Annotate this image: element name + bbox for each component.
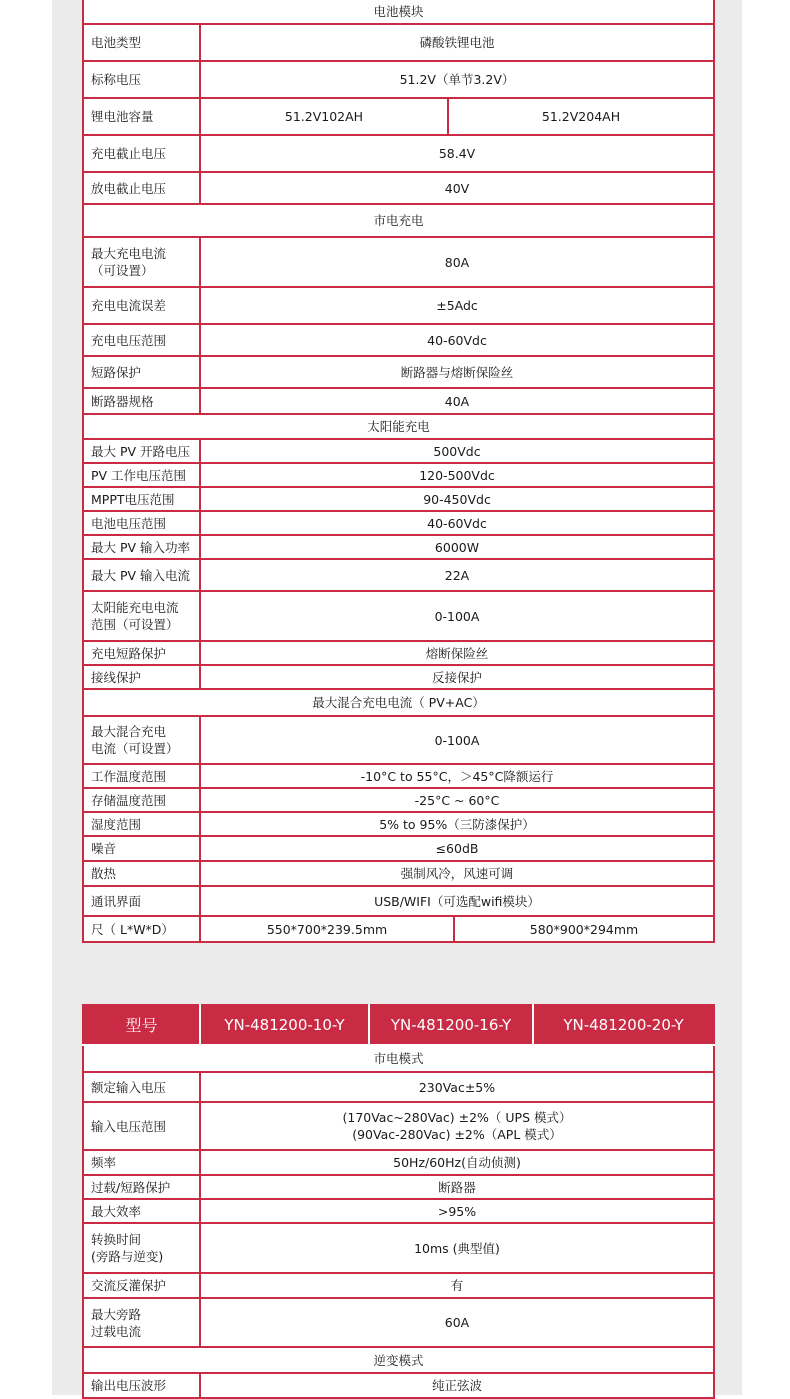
row-label-line: 最大充电电流 bbox=[91, 246, 167, 261]
row-value bbox=[200, 1102, 714, 1150]
row-label: 短路保护 bbox=[83, 356, 200, 388]
row-label-line: 最大混合充电 bbox=[91, 724, 167, 739]
row-label: 断路器规格 bbox=[83, 388, 200, 414]
row-label: 充电短路保护 bbox=[83, 641, 200, 665]
row-value: -10°C to 55°C，＞45°C降额运行 bbox=[200, 764, 714, 788]
row-label-line: 过载电流 bbox=[91, 1323, 142, 1339]
model-header-label: 型号 bbox=[83, 1005, 200, 1045]
row-label: 输入电压范围 bbox=[83, 1102, 200, 1150]
row-value: 反接保护 bbox=[200, 665, 714, 689]
row-value: 40V bbox=[200, 172, 714, 204]
row-value-line: (90Vac-280Vac) ±2%（APL 模式） bbox=[352, 1127, 562, 1142]
row-label: MPPT电压范围 bbox=[83, 487, 200, 511]
row-value: 强制风冷，风速可调 bbox=[200, 861, 714, 886]
row-value: 40A bbox=[200, 388, 714, 414]
row-label: 充电电流误差 bbox=[83, 287, 200, 324]
row-label: 放电截止电压 bbox=[83, 172, 200, 204]
row-value-a: 51.2V102AH bbox=[200, 98, 448, 135]
row-value: 10ms (典型值) bbox=[200, 1223, 714, 1273]
row-value: 500Vdc bbox=[200, 439, 714, 463]
row-value-a: 550*700*239.5mm bbox=[200, 916, 454, 942]
row-value-b: 580*900*294mm bbox=[454, 916, 714, 942]
row-value: -25°C ~ 60°C bbox=[200, 788, 714, 812]
row-value: 22A bbox=[200, 559, 714, 591]
row-value: 230Vac±5% bbox=[200, 1072, 714, 1102]
row-label bbox=[83, 1223, 200, 1273]
row-value: 断路器与熔断保险丝 bbox=[200, 356, 714, 388]
row-label: 交流反灌保护 bbox=[83, 1273, 200, 1298]
row-label: PV 工作电压范围 bbox=[83, 463, 200, 487]
row-label bbox=[83, 1298, 200, 1347]
row-label: 最大 PV 开路电压 bbox=[83, 439, 200, 463]
row-value: 40-60Vdc bbox=[200, 324, 714, 356]
row-value: 纯正弦波 bbox=[200, 1373, 714, 1398]
row-value: 120-500Vdc bbox=[200, 463, 714, 487]
section-title-inverter-mode: 逆变模式 bbox=[83, 1347, 714, 1373]
model-header-cell: YN-481200-20-Y bbox=[533, 1005, 714, 1045]
row-value-b: 51.2V204AH bbox=[448, 98, 714, 135]
row-value: USB/WIFI（可选配wifi模块） bbox=[200, 886, 714, 916]
row-value: 60A bbox=[200, 1298, 714, 1347]
row-label-line: 太阳能充电电流 bbox=[91, 600, 179, 615]
row-label: 尺（ L*W*D） bbox=[83, 916, 200, 942]
row-label: 标称电压 bbox=[83, 61, 200, 98]
row-label: 电池电压范围 bbox=[83, 511, 200, 535]
row-label-line: 最大旁路 bbox=[91, 1306, 142, 1322]
row-label-line: 转换时间 bbox=[91, 1232, 142, 1247]
row-label: 工作温度范围 bbox=[83, 764, 200, 788]
row-label: 湿度范围 bbox=[83, 812, 200, 836]
row-value: 熔断保险丝 bbox=[200, 641, 714, 665]
row-label: 接线保护 bbox=[83, 665, 200, 689]
row-label: 最大 PV 输入功率 bbox=[83, 535, 200, 559]
row-value: 51.2V（单节3.2V） bbox=[200, 61, 714, 98]
row-label-line: (旁路与逆变) bbox=[91, 1249, 164, 1264]
row-value: 90-450Vdc bbox=[200, 487, 714, 511]
row-value: 6000W bbox=[200, 535, 714, 559]
row-label: 通讯界面 bbox=[83, 886, 200, 916]
row-value: 58.4V bbox=[200, 135, 714, 172]
row-label bbox=[83, 591, 200, 641]
row-label: 额定输入电压 bbox=[83, 1072, 200, 1102]
section-title-mains-mode: 市电模式 bbox=[83, 1045, 714, 1072]
row-value-line: (170Vac~280Vac) ±2%（ UPS 模式） bbox=[342, 1110, 572, 1125]
row-label: 噪音 bbox=[83, 836, 200, 861]
spec-table-models bbox=[82, 1004, 715, 1399]
row-value: 0-100A bbox=[200, 716, 714, 764]
row-label: 充电电压范围 bbox=[83, 324, 200, 356]
spec-table-battery-charging bbox=[82, 0, 715, 943]
row-value: 5% to 95%（三防漆保护） bbox=[200, 812, 714, 836]
row-label: 输出电压波形 bbox=[83, 1373, 200, 1398]
row-label: 频率 bbox=[83, 1150, 200, 1175]
row-label: 锂电池容量 bbox=[83, 98, 200, 135]
model-header-cell: YN-481200-16-Y bbox=[369, 1005, 533, 1045]
row-value: 断路器 bbox=[200, 1175, 714, 1199]
model-header-cell: YN-481200-10-Y bbox=[200, 1005, 369, 1045]
row-value: 40-60Vdc bbox=[200, 511, 714, 535]
row-value: 磷酸铁锂电池 bbox=[200, 24, 714, 61]
section-title-hybrid: 最大混合充电电流（ PV+AC） bbox=[83, 689, 714, 716]
row-label-line: 范围（可设置） bbox=[91, 617, 179, 632]
row-label: 最大效率 bbox=[83, 1199, 200, 1223]
row-value: 有 bbox=[200, 1273, 714, 1298]
row-label: 存储温度范围 bbox=[83, 788, 200, 812]
row-value: 50Hz/60Hz(自动侦测) bbox=[200, 1150, 714, 1175]
row-label bbox=[83, 716, 200, 764]
row-value: ±5Adc bbox=[200, 287, 714, 324]
row-label bbox=[83, 237, 200, 287]
row-value: ≤60dB bbox=[200, 836, 714, 861]
row-value: >95% bbox=[200, 1199, 714, 1223]
row-label-line: （可设置） bbox=[91, 263, 154, 278]
row-label: 最大 PV 输入电流 bbox=[83, 559, 200, 591]
row-label: 充电截止电压 bbox=[83, 135, 200, 172]
row-label: 电池类型 bbox=[83, 24, 200, 61]
row-label: 散热 bbox=[83, 861, 200, 886]
row-label-line: 电流（可设置） bbox=[91, 741, 179, 756]
section-title-battery: 电池模块 bbox=[83, 0, 714, 24]
row-value: 80A bbox=[200, 237, 714, 287]
row-label: 过载/短路保护 bbox=[83, 1175, 200, 1199]
section-title-mains: 市电充电 bbox=[83, 204, 714, 237]
row-value: 0-100A bbox=[200, 591, 714, 641]
section-title-solar: 太阳能充电 bbox=[83, 414, 714, 439]
